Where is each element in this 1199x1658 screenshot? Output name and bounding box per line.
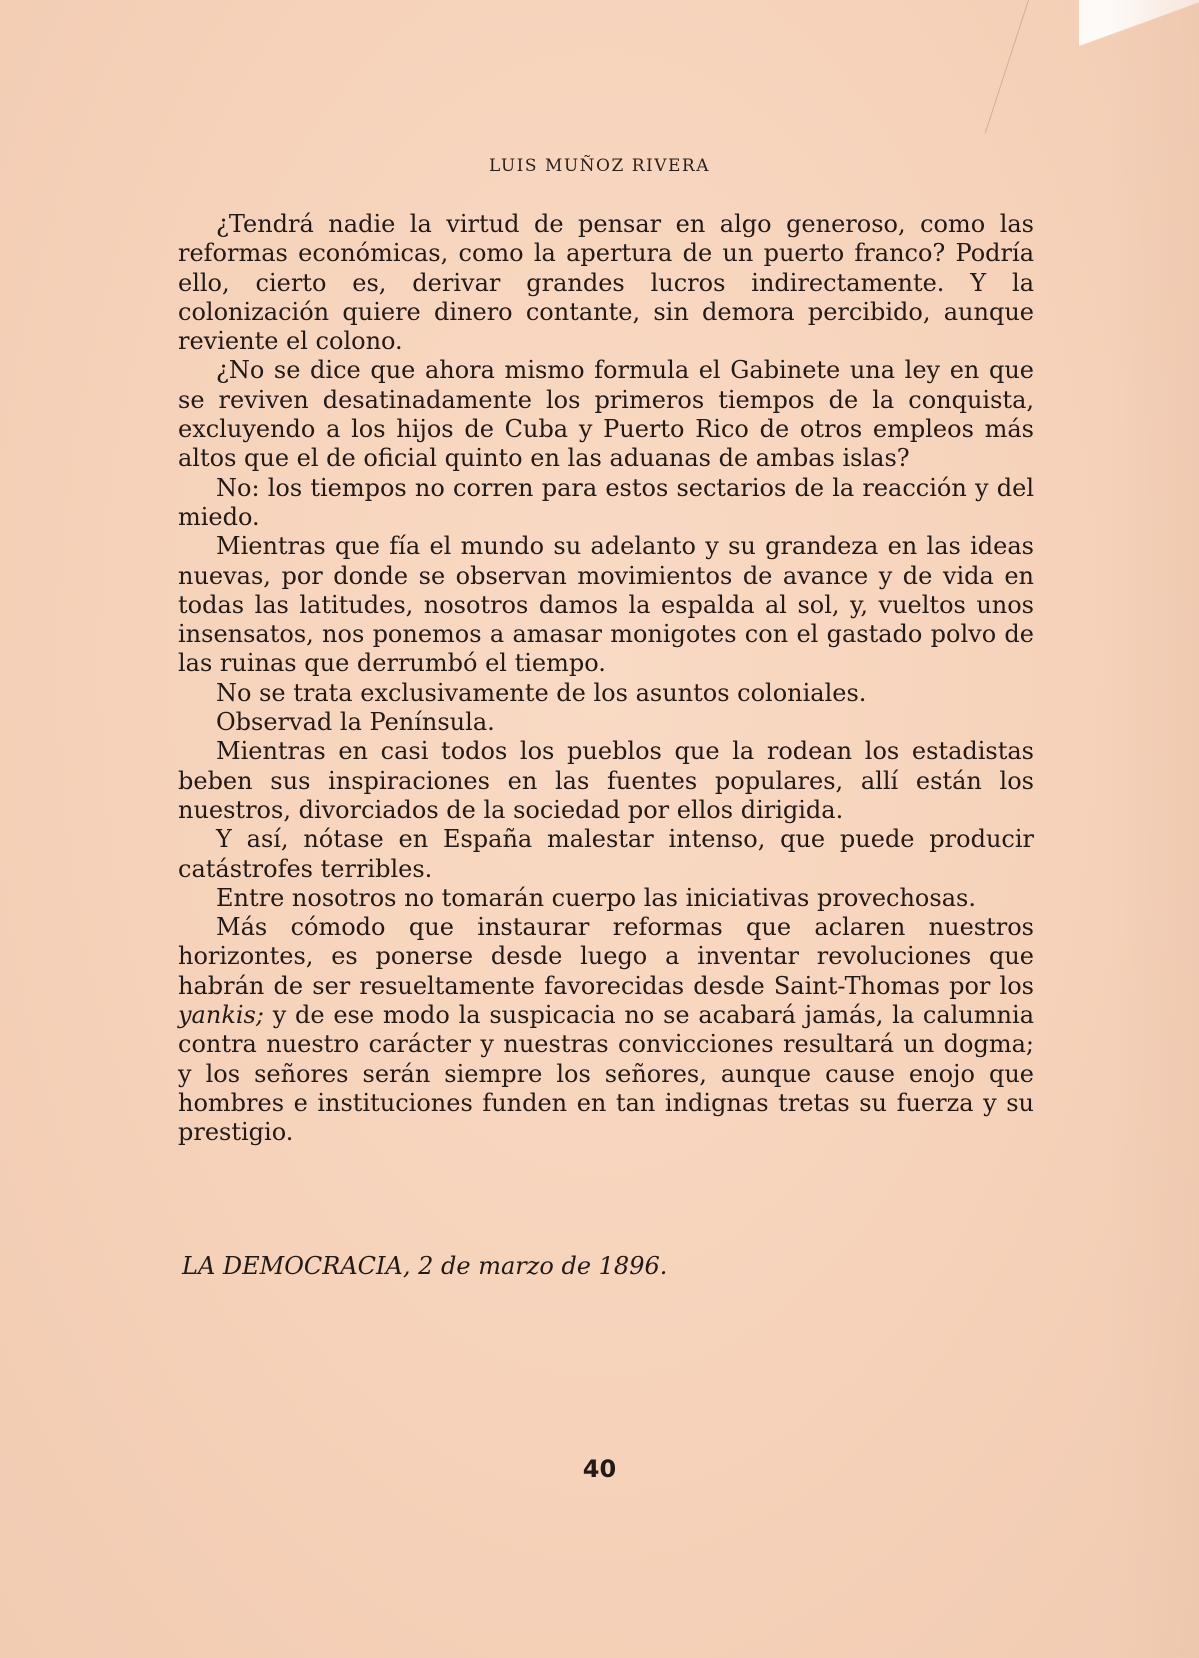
page-corner-tear [1079,0,1199,70]
paragraph: Y así, nótase en España malestar intenso, que puede producir catástrofes terribles. [178,825,1034,883]
page-edge-shadow [1109,0,1199,1658]
paragraph: No se trata exclusivamente de los asuntos coloniales. [216,678,867,707]
italic-word: yankis; [178,1001,264,1030]
paragraph: Entre nosotros no tomarán cuerpo las iniciativas provechosas. [216,883,976,912]
paragraph-last-before: Más cómodo que instaurar reformas que aclaren nuestros horizontes, es ponerse desde luego a inventar revoluciones que habrán de ser resueltamente favorecidas desde Saint-Thomas por los [178,913,1034,1000]
paragraph: ¿Tendrá nadie la virtud de pensar en algo generoso, como las reformas económicas, como la apertura de un puerto franco? Podría ello, cierto es, derivar grandes lucros indirectamente. Y la colonización quiere dinero contante, sin demora percibido, aunque reviente el colono. [178,210,1034,356]
page-fold-line [985,0,1029,133]
paragraph-last-after: y de ese modo la suspicacia no se acabará jamás, la calumnia contra nuestro carácter y nuestras convicciones resultará un dogma; y los señores serán siempre los señores, aunque cause enojo que hombres e instituciones funden en tan indignas tretas su fuerza y su prestigio. [178,1001,1034,1147]
body-text [178,210,1034,1148]
paragraph: Mientras en casi todos los pueblos que la rodean los estadistas beben sus inspiraciones en las fuentes populares, allí están los nuestros, divorciados de la sociedad por ellos dirigida. [178,737,1034,824]
paragraph: Mientras que fía el mundo su adelanto y su grandeza en las ideas nuevas, por donde se observan movimientos de avance y de vida en todas las latitudes, nosotros damos la espalda al sol, y, vueltos unos insensatos, nos ponemos a amasar monigotes con el gastado polvo de las ruinas que derrumbó el tiempo. [178,532,1034,678]
running-head: LUIS MUÑOZ RIVERA [489,156,710,176]
paragraph: ¿No se dice que ahora mismo formula el Gabinete una ley en que se reviven desatinadamente los primeros tiempos de la conquista, excluyendo a los hijos de Cuba y Puerto Rico de otros empleos más altos que el de oficial quinto en las aduanas de ambas islas? [178,356,1034,473]
paragraph: Observad la Península. [216,708,495,737]
paragraph-last [178,913,1034,1147]
paragraph: No: los tiempos no corren para estos sectarios de la reacción y del miedo. [178,473,1034,531]
source-signature: LA DEMOCRACIA, 2 de marzo de 1896. [182,1252,668,1280]
page-number: 40 [582,1455,617,1483]
